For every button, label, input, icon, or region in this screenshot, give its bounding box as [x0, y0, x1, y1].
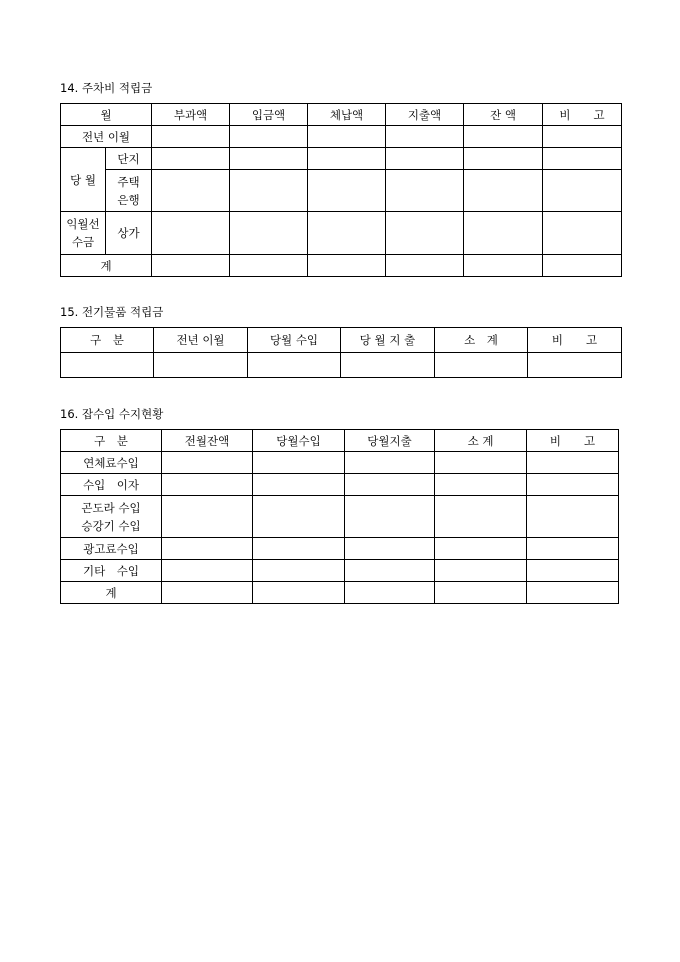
table-cell: [464, 170, 543, 212]
table-cell: [527, 582, 619, 604]
header-arrears: 체납액: [308, 104, 386, 126]
table-cell: [543, 255, 622, 277]
header-subtotal: 소 계: [435, 430, 527, 452]
table-row: [61, 452, 619, 474]
table-row: [61, 170, 622, 212]
table-cell: [162, 538, 253, 560]
table-cell: [386, 148, 464, 170]
header-balance: 잔 액: [464, 104, 543, 126]
header-remarks: 비 고: [527, 430, 619, 452]
table-row: [61, 538, 619, 560]
table-cell: [464, 212, 543, 255]
table-cell: [230, 126, 308, 148]
table-cell: [253, 452, 345, 474]
table-row: [61, 496, 619, 538]
header-month-expense: 당 월 지 출: [341, 328, 435, 353]
table-cell: [253, 496, 345, 538]
header-prev-year: 전년 이월: [154, 328, 248, 353]
table-cell: [345, 474, 435, 496]
table-row: [61, 212, 622, 255]
header-month-expense: 당월지출: [345, 430, 435, 452]
table-row: [61, 126, 622, 148]
table-row: [61, 474, 619, 496]
table-cell: [464, 148, 543, 170]
table-header-row: [61, 430, 619, 452]
table-cell: [435, 353, 528, 378]
table-cell: [152, 212, 230, 255]
table-cell: [386, 126, 464, 148]
table-row: [61, 148, 622, 170]
header-month: 월: [61, 104, 152, 126]
table-cell: [543, 212, 622, 255]
header-charged: 부과액: [152, 104, 230, 126]
table-cell: [464, 255, 543, 277]
table-header-row: [61, 328, 622, 353]
row-label-danji: 단지: [106, 148, 152, 170]
table-cell: [435, 582, 527, 604]
header-remarks: 비 고: [528, 328, 622, 353]
row-label-shop: 상가: [106, 212, 152, 255]
table-cell: [435, 474, 527, 496]
header-remarks: 비 고: [543, 104, 622, 126]
table-cell: [152, 255, 230, 277]
table-cell: [230, 255, 308, 277]
table-cell: [345, 496, 435, 538]
table-cell: [435, 452, 527, 474]
table-cell: [253, 538, 345, 560]
row-label-other: 기타 수입: [61, 560, 162, 582]
table-cell: [435, 496, 527, 538]
table-cell: [152, 148, 230, 170]
misc-income-table: [60, 429, 619, 604]
table-cell: [230, 170, 308, 212]
table-cell: [386, 255, 464, 277]
header-category: 구 분: [61, 328, 154, 353]
row-label-total: 계: [61, 255, 152, 277]
header-month-income: 당월수입: [253, 430, 345, 452]
table-cell: [527, 452, 619, 474]
table-cell: [152, 126, 230, 148]
table-cell: [308, 255, 386, 277]
electrical-reserve-table: [60, 327, 622, 378]
table-cell: [341, 353, 435, 378]
table-header-row: [61, 104, 622, 126]
row-label-current: 당 월: [61, 148, 106, 212]
header-month-income: 당월 수입: [248, 328, 341, 353]
header-subtotal: 소 계: [435, 328, 528, 353]
table-cell: [345, 560, 435, 582]
row-label-ad: 광고료수입: [61, 538, 162, 560]
table-cell: [345, 538, 435, 560]
table-cell: [308, 126, 386, 148]
table-cell: [162, 582, 253, 604]
table-cell: [345, 452, 435, 474]
parking-reserve-table: [60, 103, 622, 277]
table-cell: [527, 496, 619, 538]
table-cell: [308, 170, 386, 212]
row-label-interest: 수입 이자: [61, 474, 162, 496]
table-cell: [162, 560, 253, 582]
section-14-title: 14. 주차비 적립금: [60, 81, 153, 95]
table-cell: [345, 582, 435, 604]
table-row: [61, 560, 619, 582]
table-cell: [308, 148, 386, 170]
table-cell: [61, 353, 154, 378]
table-row: [61, 582, 619, 604]
table-cell: [528, 353, 622, 378]
table-cell: [527, 560, 619, 582]
table-cell: [308, 212, 386, 255]
table-row: [61, 255, 622, 277]
table-cell: [386, 170, 464, 212]
table-cell: [527, 538, 619, 560]
row-label-advance: 익월선 수금: [61, 212, 106, 255]
table-cell: [464, 126, 543, 148]
row-label-gondola-elevator: 곤도라 수입 승강기 수입: [61, 496, 162, 538]
table-cell: [154, 353, 248, 378]
table-cell: [543, 170, 622, 212]
row-label-late-fee: 연체료수입: [61, 452, 162, 474]
table-cell: [152, 170, 230, 212]
header-expense: 지출액: [386, 104, 464, 126]
section-16-title: 16. 잡수입 수지현황: [60, 407, 164, 421]
header-category: 구 분: [61, 430, 162, 452]
table-row: [61, 353, 622, 378]
table-cell: [248, 353, 341, 378]
table-cell: [543, 148, 622, 170]
table-cell: [386, 212, 464, 255]
table-cell: [162, 452, 253, 474]
header-deposit: 입금액: [230, 104, 308, 126]
table-cell: [230, 212, 308, 255]
table-cell: [253, 582, 345, 604]
table-cell: [435, 538, 527, 560]
table-cell: [253, 474, 345, 496]
table-cell: [162, 496, 253, 538]
row-label-bank: 주택 은행: [106, 170, 152, 212]
table-cell: [543, 126, 622, 148]
table-cell: [162, 474, 253, 496]
table-cell: [253, 560, 345, 582]
table-cell: [527, 474, 619, 496]
header-prev-balance: 전월잔액: [162, 430, 253, 452]
row-label-total: 계: [61, 582, 162, 604]
section-15-title: 15. 전기물품 적립금: [60, 305, 164, 319]
table-cell: [230, 148, 308, 170]
row-label-prev: 전년 이월: [61, 126, 152, 148]
table-cell: [435, 560, 527, 582]
